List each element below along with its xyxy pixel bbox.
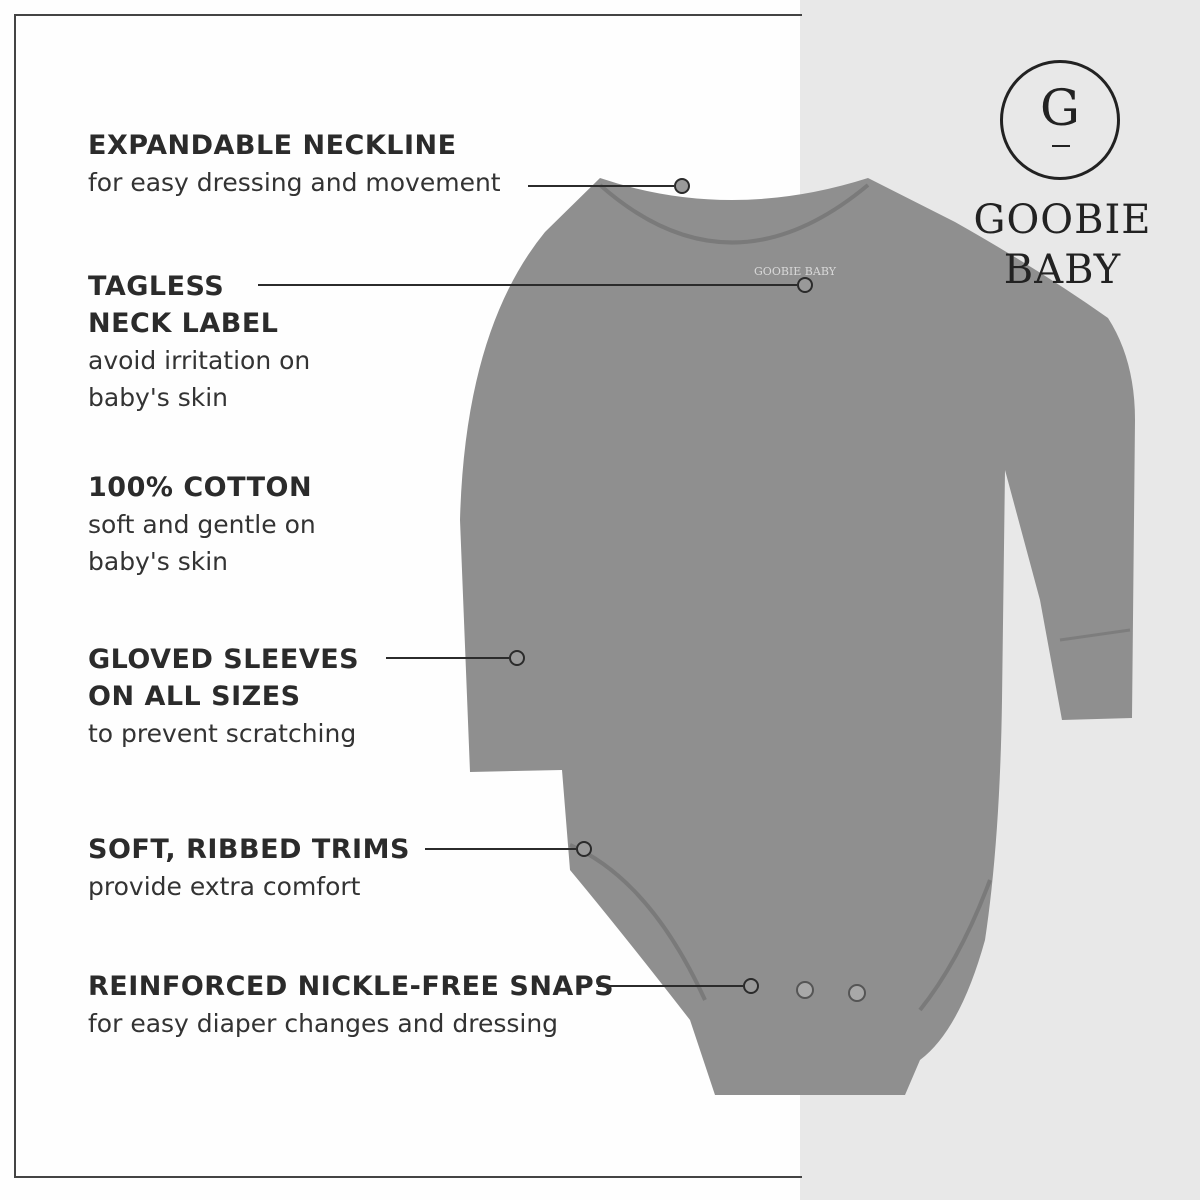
- brand-name-line: GOOBIE: [973, 197, 1152, 243]
- feature-description: for easy diaper changes and dressing: [88, 1009, 559, 1038]
- callout-dot: [744, 979, 758, 993]
- feature-description: for easy dressing and movement: [88, 168, 501, 197]
- callout-dot: [675, 179, 689, 193]
- feature-heading: SOFT, RIBBED TRIMS: [88, 834, 410, 865]
- feature-heading: NECK LABEL: [88, 308, 279, 339]
- feature-heading: EXPANDABLE NECKLINE: [88, 130, 457, 161]
- feature-description: soft and gentle on: [88, 510, 316, 539]
- snap-icon: [797, 982, 813, 998]
- feature-description: avoid irritation on: [88, 346, 311, 375]
- feature-heading: TAGLESS: [88, 271, 225, 302]
- snap-icon: [849, 985, 865, 1001]
- callout-dot: [577, 842, 591, 856]
- feature-heading: GLOVED SLEEVES: [88, 644, 360, 675]
- neck-label-print: GOOBIE BABY: [754, 265, 836, 278]
- feature-description: baby's skin: [88, 383, 228, 412]
- logo-underline: [1052, 145, 1070, 147]
- feature-ribbed-trims: [88, 831, 410, 905]
- brand-name: [965, 195, 1160, 295]
- feature-description: provide extra comfort: [88, 872, 361, 901]
- callout-dot: [510, 651, 524, 665]
- brand-logo-icon: [1000, 60, 1120, 180]
- feature-heading: ON ALL SIZES: [88, 681, 301, 712]
- feature-description: to prevent scratching: [88, 719, 357, 748]
- feature-description: baby's skin: [88, 547, 228, 576]
- feature-heading: REINFORCED NICKLE-FREE SNAPS: [88, 971, 615, 1002]
- callout-dot: [798, 278, 812, 292]
- feature-heading: 100% COTTON: [88, 472, 313, 503]
- feature-snaps: [88, 968, 614, 1042]
- logo-letter: G: [1040, 79, 1080, 137]
- brand-name-line: BABY: [1003, 247, 1122, 293]
- bodysuit-shape: [460, 178, 1135, 1095]
- feature-expandable-neckline: [88, 127, 501, 201]
- feature-gloved-sleeves: [88, 641, 359, 752]
- feature-cotton: [88, 469, 316, 580]
- feature-tagless-label: [88, 268, 310, 416]
